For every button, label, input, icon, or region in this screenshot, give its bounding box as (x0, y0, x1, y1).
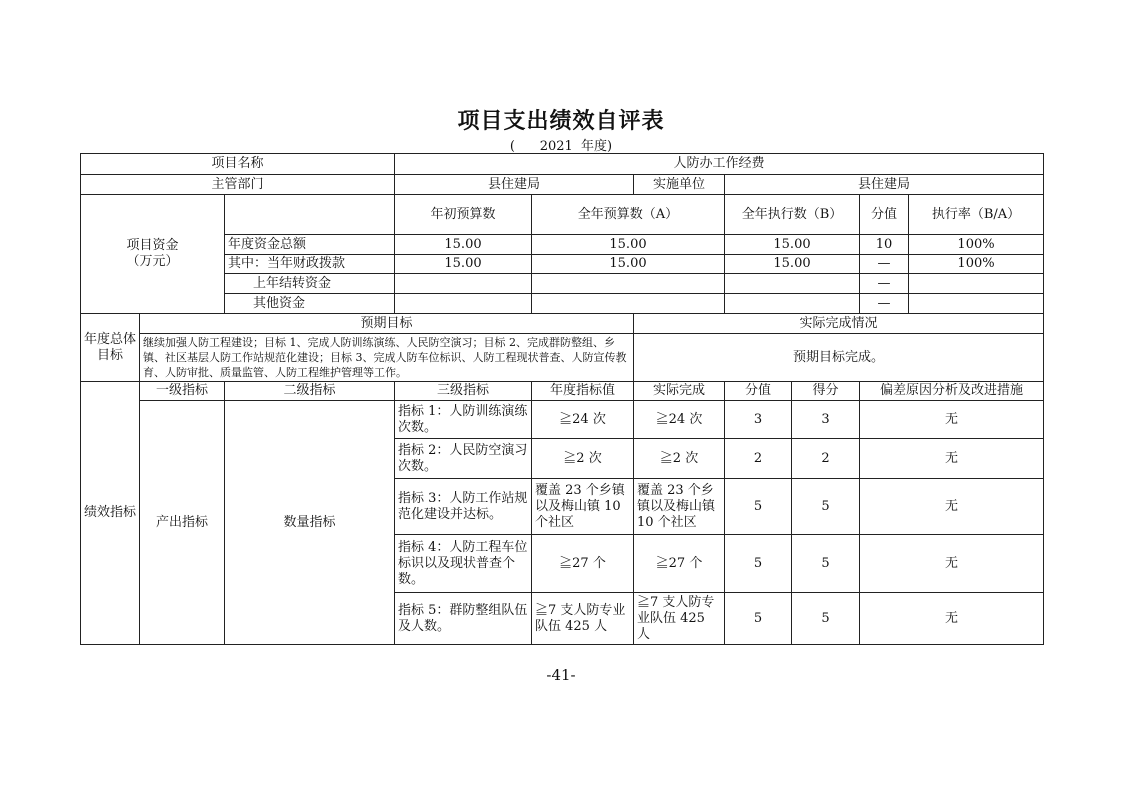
funds-row-initial: 15.00 (395, 255, 532, 274)
funds-header-annual: 全年预算数（A） (532, 195, 725, 235)
funds-row-carryover (81, 274, 1044, 294)
indicator-analysis: 无 (860, 593, 1044, 645)
indicator-target: ≧7 支人防专业队伍 425 人 (532, 593, 634, 645)
indicator-analysis: 无 (860, 479, 1044, 535)
indicator-actual: ≧7 支人防专业队伍 425 人 (634, 593, 725, 645)
level1-value: 产出指标 (140, 401, 225, 645)
indicator-name: 指标 5：群防整组队伍及人数。 (395, 593, 532, 645)
supervisor-value: 县住建局 (395, 175, 634, 195)
indicator-target: 覆盖 23 个乡镇以及梅山镇 10 个社区 (532, 479, 634, 535)
row-goal-header (81, 314, 1044, 334)
indicator-target: ≧27 个 (532, 535, 634, 593)
indicator-name: 指标 1：人防训练演练次数。 (395, 401, 532, 439)
row-project-name (81, 154, 1044, 175)
row-goal-content (81, 334, 1044, 382)
funds-header-score-value: 分值 (860, 195, 909, 235)
funds-row-label: 其他资金 (225, 294, 395, 314)
funds-row-score-value: — (860, 255, 909, 274)
funds-row-rate (909, 274, 1044, 294)
funds-header-executed: 全年执行数（B） (725, 195, 860, 235)
indicator-analysis: 无 (860, 535, 1044, 593)
row-funds-header (81, 195, 1044, 235)
indicator-analysis: 无 (860, 401, 1044, 439)
funds-unit-text: （万元） (126, 254, 179, 269)
page-title: 项目支出绩效自评表 (457, 108, 665, 134)
indicator-actual: ≧24 次 (634, 401, 725, 439)
indicator-score-value: 2 (725, 439, 792, 479)
indicator-score: 3 (792, 401, 860, 439)
row-perf-header (81, 382, 1044, 401)
perf-header-level2: 二级指标 (225, 382, 395, 401)
actual-goal-text: 预期目标完成。 (634, 334, 1044, 382)
indicator-score: 2 (792, 439, 860, 479)
annual-goal-label: 年度总体目标 (81, 314, 140, 382)
funds-row-initial: 15.00 (395, 235, 532, 255)
funds-row-score-value: — (860, 274, 909, 294)
funds-row-executed: 15.00 (725, 255, 860, 274)
project-name-label: 项目名称 (81, 154, 395, 175)
funds-row-annual (532, 274, 725, 294)
perf-label: 绩效指标 (81, 382, 140, 645)
indicator-name: 指标 4：人防工程车位标识以及现状普查个数。 (395, 535, 532, 593)
perf-header-level1: 一级指标 (140, 382, 225, 401)
funds-row-score-value: — (860, 294, 909, 314)
perf-header-level3: 三级指标 (395, 382, 532, 401)
perf-header-score-value: 分值 (725, 382, 792, 401)
funds-row-executed (725, 294, 860, 314)
funds-row-total (81, 235, 1044, 255)
implementer-label: 实施单位 (634, 175, 725, 195)
funds-row-annual (532, 294, 725, 314)
funds-label-text: 项目资金 (126, 238, 179, 253)
funds-header-blank (225, 195, 395, 235)
indicator-actual: ≧27 个 (634, 535, 725, 593)
funds-row-other (81, 294, 1044, 314)
indicator-score-value: 5 (725, 593, 792, 645)
funds-row-executed: 15.00 (725, 235, 860, 255)
funds-header-initial: 年初预算数 (395, 195, 532, 235)
indicator-score: 5 (792, 479, 860, 535)
supervisor-label: 主管部门 (81, 175, 395, 195)
page-number: -41- (546, 666, 576, 684)
indicator-row-1 (81, 401, 1044, 439)
indicator-analysis: 无 (860, 439, 1044, 479)
indicator-score-value: 3 (725, 401, 792, 439)
row-department (81, 175, 1044, 195)
perf-header-actual: 实际完成 (634, 382, 725, 401)
indicator-target: ≧2 次 (532, 439, 634, 479)
funds-row-score-value: 10 (860, 235, 909, 255)
expected-goal-header: 预期目标 (140, 314, 634, 334)
perf-header-score: 得分 (792, 382, 860, 401)
level2-value: 数量指标 (225, 401, 395, 645)
indicator-actual: ≧2 次 (634, 439, 725, 479)
funds-header-rate: 执行率（B/A） (909, 195, 1044, 235)
funds-row-annual: 15.00 (532, 235, 725, 255)
indicator-score: 5 (792, 593, 860, 645)
indicator-score-value: 5 (725, 479, 792, 535)
indicator-target: ≧24 次 (532, 401, 634, 439)
implementer-value: 县住建局 (725, 175, 1044, 195)
funds-row-label: 年度资金总额 (225, 235, 395, 255)
funds-row-initial (395, 274, 532, 294)
indicator-name: 指标 3：人防工作站规范化建设并达标。 (395, 479, 532, 535)
indicator-score: 5 (792, 535, 860, 593)
funds-row-executed (725, 274, 860, 294)
indicator-actual: 覆盖 23 个乡镇以及梅山镇 10 个社区 (634, 479, 725, 535)
perf-header-target: 年度指标值 (532, 382, 634, 401)
funds-row-rate: 100% (909, 235, 1044, 255)
funds-row-fiscal (81, 255, 1044, 274)
perf-header-analysis: 偏差原因分析及改进措施 (860, 382, 1044, 401)
funds-row-label: 其中：当年财政拨款 (225, 255, 395, 274)
expected-goal-text: 继续加强人防工程建设；目标 1、完成人防训练演练、人民防空演习；目标 2、完成群防整组、乡镇、社区基层人防工作站规范化建设；目标 3、完成人防车位标识、人防工程现状普查、人防宣传教育、人防审批、质量监管、人防工程维护管理等工作。 (140, 334, 634, 382)
indicator-score-value: 5 (725, 535, 792, 593)
indicator-name: 指标 2：人民防空演习次数。 (395, 439, 532, 479)
funds-row-annual: 15.00 (532, 255, 725, 274)
self-evaluation-table (80, 153, 1044, 645)
funds-row-rate: 100% (909, 255, 1044, 274)
funds-row-rate (909, 294, 1044, 314)
actual-goal-header: 实际完成情况 (634, 314, 1044, 334)
year-subtitle: ( 2021 年度) (509, 139, 613, 154)
funds-row-initial (395, 294, 532, 314)
project-name-value: 人防办工作经费 (395, 154, 1044, 175)
funds-label (81, 195, 225, 314)
funds-row-label: 上年结转资金 (225, 274, 395, 294)
